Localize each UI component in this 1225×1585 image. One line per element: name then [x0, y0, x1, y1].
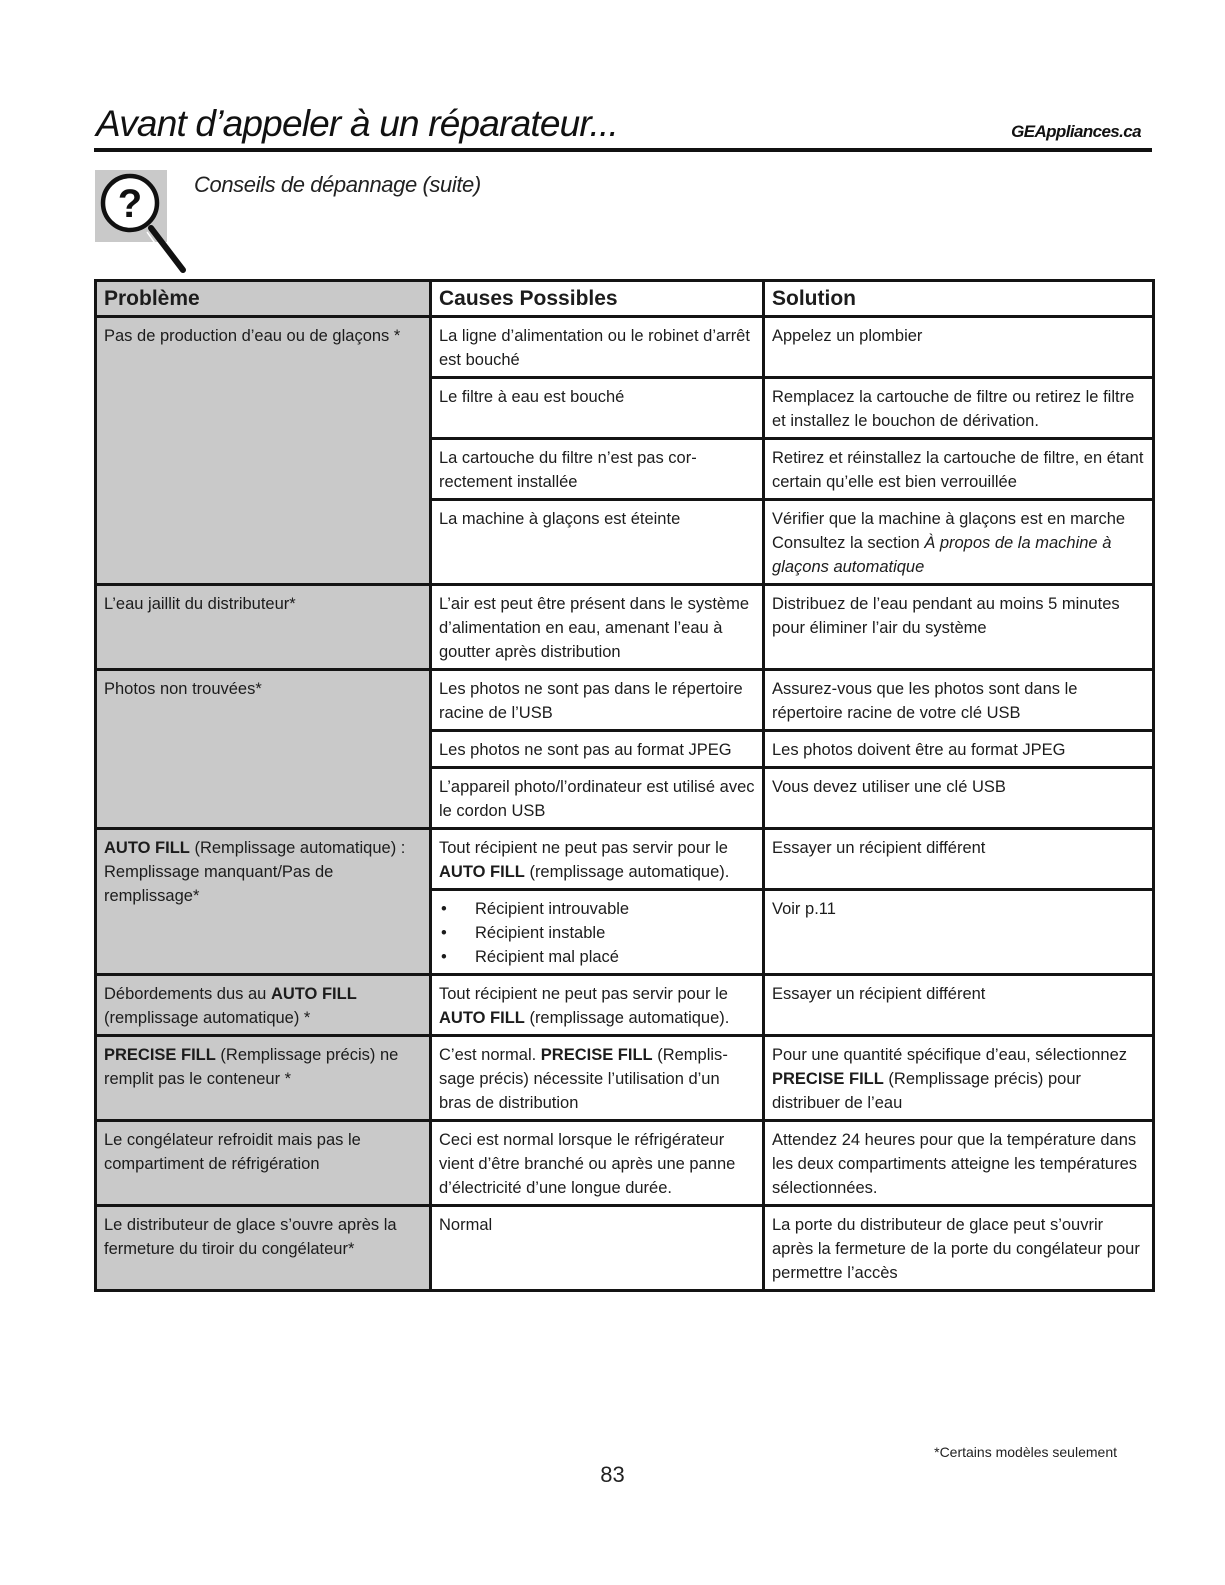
feature-name: PRECISE FILL: [104, 1046, 216, 1064]
problem-cell: Le congélateur refroidit mais pas le compartiment de réfrigération: [96, 1121, 431, 1206]
problem-cell: [96, 975, 431, 1036]
feature-name: AUTO FILL: [439, 863, 525, 881]
cause-cell: Normal: [431, 1206, 764, 1291]
problem-cell: L’eau jaillit du distributeur*: [96, 585, 431, 670]
cause-text: C’est normal.: [439, 1046, 541, 1064]
problem-text: Débordements dus au: [104, 985, 271, 1003]
cause-bullet-list: [439, 897, 755, 969]
solution-cell: Assurez-vous que les photos sont dans le répertoire racine de votre clé USB: [764, 670, 1154, 731]
list-item: • Récipient introuvable: [439, 897, 755, 921]
solution-text: Pour une quantité spécifique d’eau, sélectionnez: [772, 1046, 1127, 1064]
solution-cell: La porte du distributeur de glace peut s’ouvrir après la fermeture de la porte du congélateur pour permettre l’accès: [764, 1206, 1154, 1291]
problem-cell: [96, 1036, 431, 1121]
feature-name: AUTO FILL: [270, 985, 357, 1003]
cause-text: Tout récipient ne peut pas servir pour le: [439, 839, 728, 857]
solution-cell: Essayer un récipient différent: [764, 829, 1154, 890]
header-problem: Problème: [96, 281, 431, 317]
feature-name: PRECISE FILL: [540, 1046, 653, 1064]
cause-text: (Remplissage précis) nécessite l’utilisation d’un bras de distribution: [439, 1046, 728, 1112]
solution-cell: Attendez 24 heures pour que la température dans les deux compartiments atteigne les températures sélectionnées.: [764, 1121, 1154, 1206]
cause-cell: [431, 975, 764, 1036]
cause-cell: [431, 890, 764, 975]
table-row: [96, 1121, 1154, 1206]
feature-name: AUTO FILL: [104, 839, 190, 857]
list-item: • Récipient mal placé: [439, 945, 755, 969]
problem-text: (remplissage automatique) *: [104, 1009, 311, 1027]
cause-cell: Le filtre à eau est bouché: [431, 378, 764, 439]
solution-cell: [764, 500, 1154, 585]
solution-text: Vérifier que la machine à glaçons est en marche Consultez la section: [772, 510, 1126, 552]
problem-cell: Photos non trouvées*: [96, 670, 431, 829]
table-row: [96, 1036, 1154, 1121]
site-link[interactable]: GEAppliances.ca: [1011, 122, 1141, 141]
problem-cell: Le distributeur de glace s’ouvre après la fermeture du tiroir du congélateur*: [96, 1206, 431, 1291]
page-title: Avant d’appeler à un réparateur...: [96, 103, 619, 144]
problem-text: (Remplissage précis) ne remplit pas le conteneur *: [104, 1046, 399, 1088]
table-header-row: [96, 281, 1154, 317]
solution-cell: Appelez un plombier: [764, 317, 1154, 378]
cause-cell: L’appareil photo/l’ordinateur est utilisé avec le cordon USB: [431, 768, 764, 829]
solution-cell: Vous devez utiliser une clé USB: [764, 768, 1154, 829]
cause-cell: Les photos ne sont pas au format JPEG: [431, 731, 764, 768]
cause-text: (remplissage automatique).: [524, 1009, 730, 1027]
feature-name: PRECISE FILL: [772, 1070, 884, 1088]
cause-cell: La ligne d’alimentation ou le robinet d’arrêt est bouché: [431, 317, 764, 378]
solution-cell: Essayer un récipient différent: [764, 975, 1154, 1036]
problem-cell: Pas de production d’eau ou de glaçons *: [96, 317, 431, 585]
table-row: [96, 1206, 1154, 1291]
cause-text: (remplissage automatique).: [524, 863, 730, 881]
svg-text:?: ?: [117, 182, 143, 226]
page-number: 83: [600, 1462, 625, 1487]
cause-text: Tout récipient ne peut pas servir pour le: [439, 985, 728, 1003]
troubleshooting-table: [94, 279, 1155, 1292]
solution-text: (Remplissage précis) pour distribuer de l’eau: [772, 1070, 1081, 1112]
solution-cell: Les photos doivent être au format JPEG: [764, 731, 1154, 768]
table-row: [96, 975, 1154, 1036]
list-item: • Récipient instable: [439, 921, 755, 945]
cause-cell: Les photos ne sont pas dans le répertoire racine de l’USB: [431, 670, 764, 731]
solution-cell: Distribuez de l’eau pendant au moins 5 minutes pour éliminer l’air du système: [764, 585, 1154, 670]
section-reference: À propos de la machine à glaçons automatique: [772, 534, 1112, 576]
question-magnifier-icon: [95, 170, 205, 278]
title-divider: [94, 148, 1152, 152]
section-subtitle: Conseils de dépannage (suite): [194, 172, 481, 197]
problem-cell: [96, 829, 431, 975]
cause-cell: Ceci est normal lorsque le réfrigérateur vient d’être branché ou après une panne d’électricité d’une longue durée.: [431, 1121, 764, 1206]
footnote: *Certains modèles seulement: [934, 1444, 1117, 1460]
solution-cell: [764, 1036, 1154, 1121]
cause-cell: La machine à glaçons est éteinte: [431, 500, 764, 585]
cause-cell: La cartouche du filtre n’est pas correctement installée: [431, 439, 764, 500]
table-row: [96, 585, 1154, 670]
feature-name: AUTO FILL: [439, 1009, 525, 1027]
cause-cell: [431, 829, 764, 890]
table-row: [96, 670, 1154, 731]
table-row: [96, 317, 1154, 378]
cause-cell: [431, 1036, 764, 1121]
solution-cell: Remplacez la cartouche de filtre ou retirez le filtre et installez le bouchon de dérivation.: [764, 378, 1154, 439]
problem-text: (Remplissage automatique) : Remplissage manquant/Pas de remplissage*: [104, 839, 406, 905]
solution-cell: Voir p.11: [764, 890, 1154, 975]
solution-cell: Retirez et réinstallez la cartouche de filtre, en étant certain qu’elle est bien verrouillée: [764, 439, 1154, 500]
header-solution: Solution: [764, 281, 1154, 317]
cause-cell: L’air est peut être présent dans le système d’alimentation en eau, amenant l’eau à goutter après distribution: [431, 585, 764, 670]
header-causes: Causes Possibles: [431, 281, 764, 317]
table-row: [96, 829, 1154, 890]
